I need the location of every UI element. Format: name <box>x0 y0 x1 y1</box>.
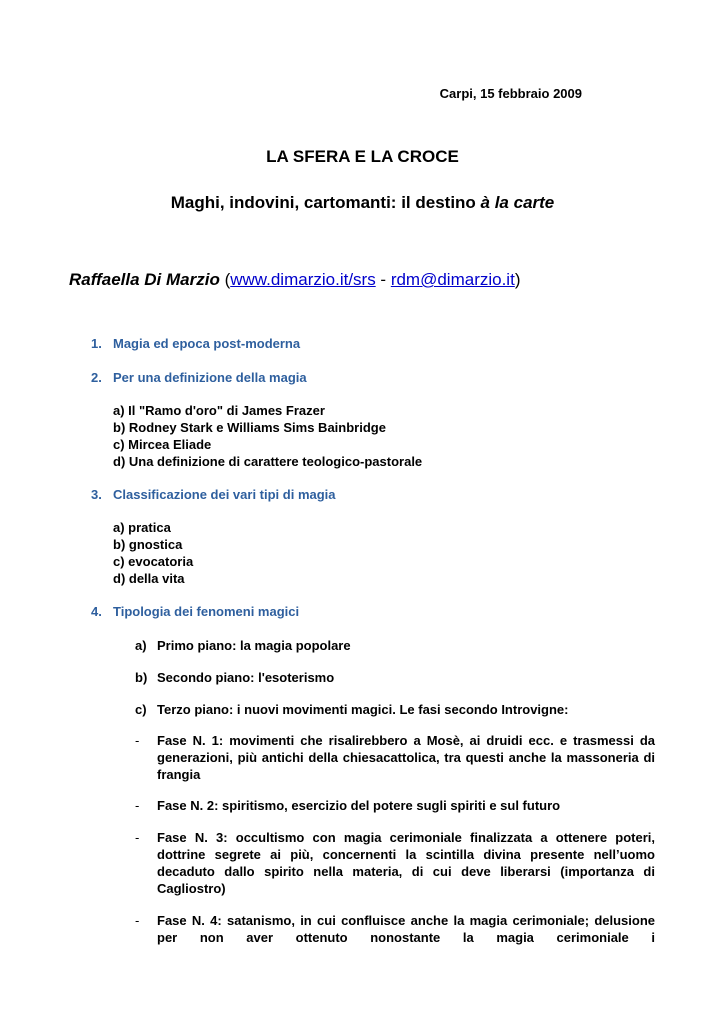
phase-item <box>135 797 655 814</box>
list-item: c) Mircea Eliade <box>113 437 212 452</box>
author-separator: - <box>375 270 391 289</box>
list-item: b) Rodney Stark e Williams Sims Bainbridge <box>113 420 386 435</box>
dash-bullet: - <box>135 733 140 748</box>
dash-bullet: - <box>135 798 140 813</box>
dash-bullet: - <box>135 913 140 928</box>
phase-text: Fase N. 2: spiritismo, esercizio del potere sugli spiriti e sul futuro <box>157 798 561 813</box>
section-title: Per una definizione della magia <box>113 370 307 385</box>
section-number: 3. <box>91 487 102 502</box>
section-number: 1. <box>91 336 102 351</box>
item-text: Primo piano: la magia popolare <box>157 638 351 653</box>
section-3-heading <box>91 487 336 502</box>
dash-bullet: - <box>135 830 140 845</box>
item-text: Secondo piano: l'esoterismo <box>157 670 335 685</box>
item-label: a) <box>135 638 147 653</box>
item-text: Terzo piano: i nuovi movimenti magici. Le fasi secondo Introvigne: <box>157 702 569 717</box>
list-item: a) Il "Ramo d'oro" di James Frazer <box>113 403 325 418</box>
list-item: b) gnostica <box>113 537 183 552</box>
section-1-heading <box>91 336 300 351</box>
phase-text: Fase N. 4: satanismo, in cui confluisce anche la magia cerimoniale; delusione per non aver ottenuto nonostante la magia cerimoniale i <box>157 913 655 945</box>
document-date: Carpi, 15 febbraio 2009 <box>439 86 582 101</box>
phase-item <box>135 829 655 897</box>
section-title: Tipologia dei fenomeni magici <box>113 604 300 619</box>
list-item <box>135 638 351 653</box>
list-item: c) evocatoria <box>113 554 194 569</box>
list-item <box>135 670 334 685</box>
section-2-heading <box>91 370 307 385</box>
list-item: d) della vita <box>113 571 185 586</box>
phase-text: Fase N. 1: movimenti che risalirebbero a Mosè, ai druidi ecc. e trasmessi da generazioni, più antichi della chiesacattolica, tra questi anche la massoneria di frangia <box>157 733 655 782</box>
email-link[interactable]: rdm@dimarzio.it <box>390 270 515 289</box>
phase-item <box>135 912 655 946</box>
list-item: a) pratica <box>113 520 171 535</box>
document-subtitle <box>0 193 725 213</box>
phase-item <box>135 732 655 783</box>
list-item <box>135 702 568 717</box>
item-label: b) <box>135 670 148 685</box>
author-close-paren: ) <box>514 270 521 289</box>
list-item: d) Una definizione di carattere teologico-pastorale <box>113 454 423 469</box>
subtitle-italic: à la carte <box>480 193 555 212</box>
website-link[interactable]: www.dimarzio.it/srs <box>230 270 376 289</box>
section-2-subitems <box>113 402 422 470</box>
author-name: Raffaella Di Marzio <box>69 270 220 289</box>
author-line <box>69 270 520 290</box>
section-4-heading <box>91 604 299 619</box>
item-label: c) <box>135 702 147 717</box>
section-number: 4. <box>91 604 102 619</box>
subtitle-text: Maghi, indovini, cartomanti: il destino <box>170 193 481 212</box>
section-number: 2. <box>91 370 102 385</box>
author-open-paren: ( <box>219 270 231 289</box>
section-title: Magia ed epoca post-moderna <box>113 336 301 351</box>
section-3-subitems <box>113 519 193 587</box>
document-title: LA SFERA E LA CROCE <box>266 147 459 166</box>
phase-text: Fase N. 3: occultismo con magia cerimoniale finalizzata a ottenere poteri, dottrine segrete ai più, concernenti la scintilla divina presente nell’uomo decaduto dallo spirito nella materia, di cui deve liberarsi (importanza di Cagliostro) <box>157 830 655 896</box>
section-title: Classificazione dei vari tipi di magia <box>113 487 336 502</box>
